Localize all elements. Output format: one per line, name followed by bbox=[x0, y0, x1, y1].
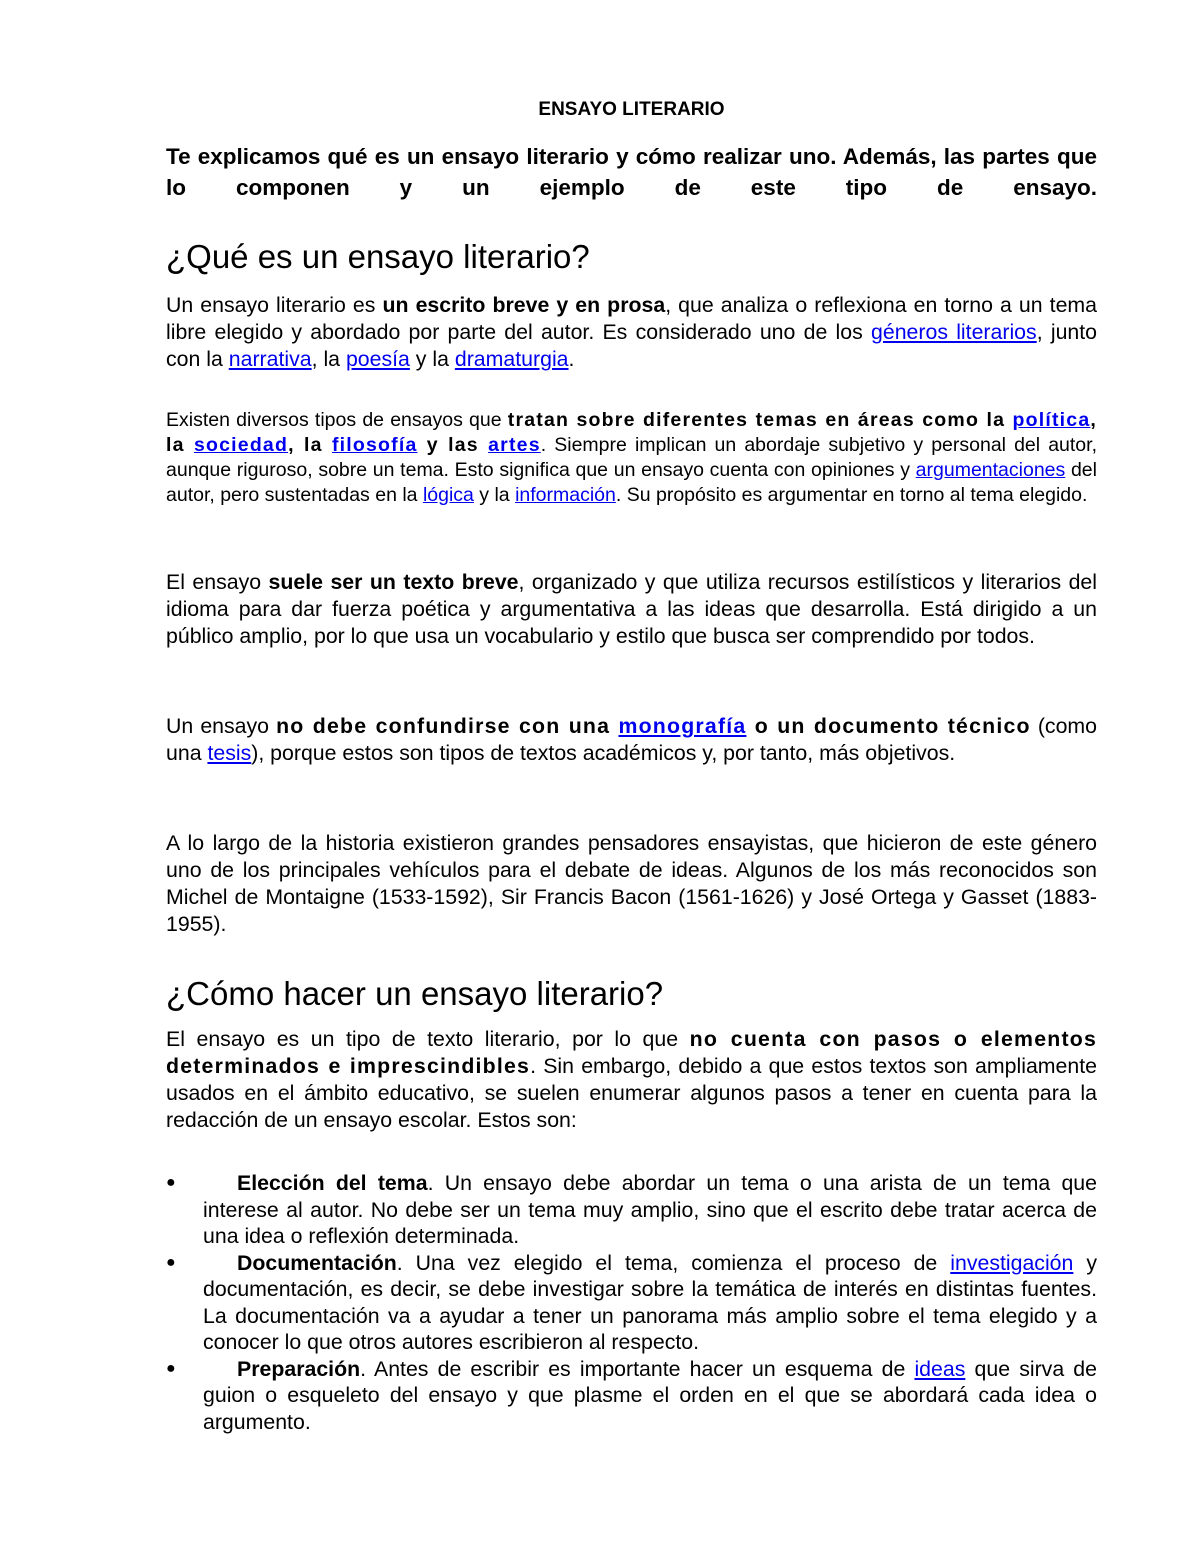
list-item: ● Documentación. Una vez elegido el tema, comienza el proceso de investigación y documentación, es decir, se debe investigar sobre la temática de interés en distintas fuentes. La documentación va a ayudar a tener un panorama más amplio sobre el tema elegido y a conocer lo que otros autores escribieron al respecto. bbox=[166, 1250, 1097, 1354]
paragraph-brief-text: El ensayo suele ser un texto breve, organizado y que utiliza recursos estilísticos y literarios del idioma para dar fuerza poética y argumentativa a las ideas que desarrolla. Está dirigido a un público amplio, por lo que usa un vocabulario y estilo que busca ser comprendido por todos. bbox=[166, 570, 1097, 648]
paragraph-history: A lo largo de la historia existieron grandes pensadores ensayistas, que hicieron de este género uno de los principales vehículos para el debate de ideas. Algunos de los más reconocidos son Michel de Montaigne (1533-1592), Sir Francis Bacon (1561-1626) y José Ortega y Gasset (1883-1955). bbox=[166, 831, 1097, 936]
steps-list bbox=[166, 1170, 1097, 1435]
paragraph-how-intro: El ensayo es un tipo de texto literario, por lo que no cuenta con pasos o elementos determinados e imprescindibles. Sin embargo, debido a que estos textos son ampliamente usados en el ámbito educativo, se suelen enumerar algunos pasos a tener en cuenta para la redacción de un ensayo escolar. Estos son: bbox=[166, 1027, 1097, 1132]
section-heading-how-to: ¿Cómo hacer un ensayo literario? bbox=[166, 975, 664, 1012]
link-politica[interactable]: política bbox=[1012, 409, 1091, 431]
paragraph-types: Existen diversos tipos de ensayos que tratan sobre diferentes temas en áreas como la política, la sociedad, la filosofía y las artes. Siempre implican un abordaje subjetivo y personal del autor, aunque riguroso, sobre un tema. Esto significa que un ensayo cuenta con opiniones y argumentaciones del autor, pero sustentadas en la lógica y la información. Su propósito es argumentar en torno al tema elegido. bbox=[166, 409, 1098, 506]
link-informacion[interactable]: información bbox=[515, 484, 616, 506]
link-sociedad[interactable]: sociedad bbox=[193, 434, 289, 456]
link-artes[interactable]: artes bbox=[488, 434, 541, 456]
link-monografia[interactable]: monografía bbox=[618, 714, 747, 738]
link-narrativa[interactable]: narrativa bbox=[228, 347, 312, 371]
link-poesia[interactable]: poesía bbox=[345, 347, 410, 371]
document-title: ENSAYO LITERARIO bbox=[538, 99, 725, 120]
link-filosofia[interactable]: filosofía bbox=[331, 434, 418, 456]
list-item: ● Preparación. Antes de escribir es importante hacer un esquema de ideas que sirva de guion o esqueleto del ensayo y que plasme el orden en el que se abordará cada idea o argumento. bbox=[166, 1356, 1097, 1434]
link-tesis[interactable]: tesis bbox=[207, 741, 252, 765]
paragraph-not-monograph: Un ensayo no debe confundirse con una monografía o un documento técnico (como una tesis), porque estos son tipos de textos académicos y, por tanto, más objetivos. bbox=[166, 714, 1097, 765]
bullet-icon: ● bbox=[166, 1174, 176, 1191]
link-ideas[interactable]: ideas bbox=[914, 1356, 966, 1381]
link-logica[interactable]: lógica bbox=[422, 484, 474, 506]
paragraph-definition: Un ensayo literario es un escrito breve y en prosa, que analiza o reflexiona en torno a un tema libre elegido y abordado por parte del autor. Es considerado uno de los géneros literarios, junto con la narrativa, la poesía y la dramaturgia. bbox=[166, 293, 1098, 371]
section-heading-what-is: ¿Qué es un ensayo literario? bbox=[166, 238, 590, 275]
bullet-icon: ● bbox=[166, 1359, 176, 1377]
link-argumentaciones[interactable]: argumentaciones bbox=[915, 459, 1066, 481]
link-dramaturgia[interactable]: dramaturgia bbox=[454, 347, 569, 371]
bullet-icon: ● bbox=[166, 1253, 176, 1271]
intro-paragraph: Te explicamos qué es un ensayo literario y cómo realizar uno. Además, las partes que lo componen y un ejemplo de este tipo de ensayo. bbox=[166, 144, 1097, 200]
list-item: ● Elección del tema. Un ensayo debe abordar un tema o una arista de un tema que interese al autor. No debe ser un tema muy amplio, sino que el escrito debe tratar acerca de una idea o reflexión determinada. bbox=[166, 1171, 1097, 1248]
link-investigacion[interactable]: investigación bbox=[950, 1250, 1074, 1275]
link-generos-literarios[interactable]: géneros literarios bbox=[871, 320, 1037, 344]
